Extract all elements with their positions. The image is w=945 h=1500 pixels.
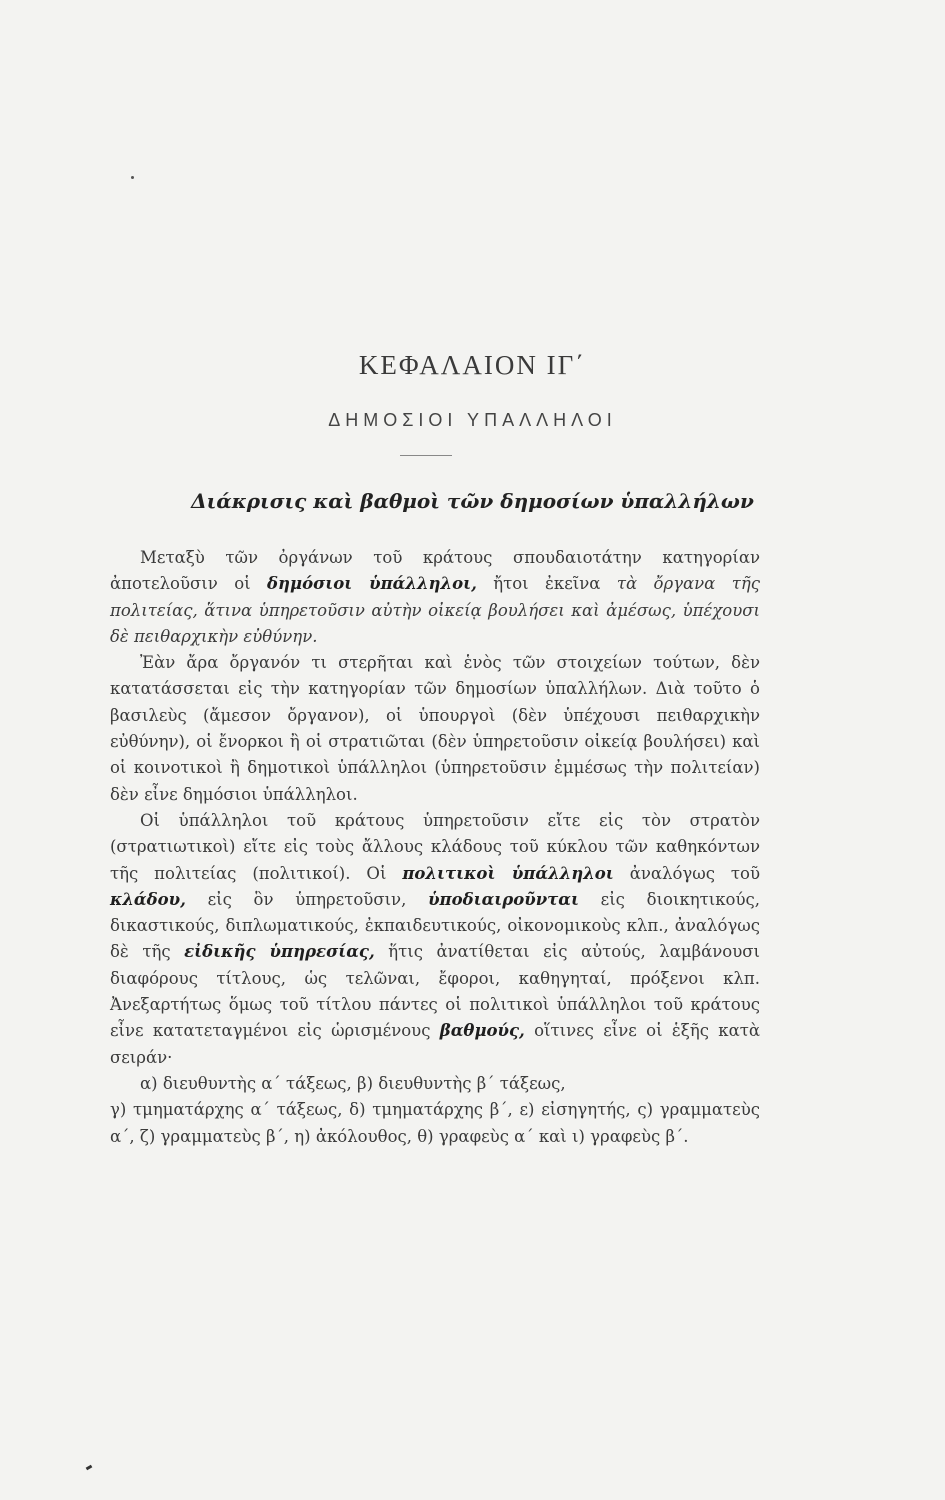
emphasis-term: πολιτικοὶ ὑπάλληλοι — [402, 863, 614, 883]
paragraph-1 — [110, 545, 760, 650]
grades-list — [110, 1071, 760, 1150]
emphasis-term: βαθμούς, — [439, 1021, 525, 1041]
section-heading: Διάκρισις καὶ βαθμοὶ τῶν δημοσίων ὑπαλλήλων — [191, 489, 754, 513]
text-run: οἵτινες εἶνε οἱ ἑξῆς κατὰ σειράν· — [110, 1021, 760, 1067]
text-run: Μεταξὺ τῶν ὀργάνων τοῦ κράτους σπουδαιοτάτην κατηγορίαν ἀποτελοῦσιν οἱ — [110, 548, 760, 594]
emphasis-term: ὑποδιαιροῦνται — [428, 889, 579, 909]
text-run: εἰς ὃν ὑπηρετοῦσιν, — [185, 889, 429, 909]
text-run: ἥτις ἀνατίθεται εἰς αὐτούς, λαμβάνουσι διαφόρους τίτλους, ὡς τελῶναι, ἔφοροι, καθηγηταί, πρόξενοι κλπ. Ἀνεξαρτήτως ὅμως τοῦ τίτλου πάντες οἱ πολιτικοὶ ὑπάλληλοι τοῦ κράτους εἶνε κατατεταγμένοι εἰς ὡρισμένους — [110, 942, 760, 1041]
grades-line-1: α) διευθυντὴς α΄ τάξεως, β) διευθυντὴς β΄ τάξεως, — [140, 1073, 566, 1093]
definition-italic: τὰ ὄργανα τῆς πολιτείας, ἅτινα ὑπηρετοῦσιν αὐτὴν οἰκείᾳ βουλήσει καὶ ἀμέσως, ὑπέχουσι δὲ πειθαρχικὴν εὐθύνην. — [110, 574, 760, 646]
chapter-subtitle: ΔΗΜΟΣΙΟΙ ΥΠΑΛΛΗΛΟΙ — [328, 410, 617, 430]
paragraph-3 — [110, 808, 760, 1071]
emphasis-term: κλάδου, — [110, 889, 186, 909]
ink-mark — [86, 1465, 93, 1471]
body-text — [110, 545, 760, 1150]
text-run: ἀναλόγως τοῦ — [613, 863, 760, 883]
paragraph-2: Ἐὰν ἄρα ὄργανόν τι στερῆται καὶ ἑνὸς τῶν στοιχείων τούτων, δὲν κατατάσσεται εἰς τὴν κατηγορίαν τῶν δημοσίων ὑπαλλήλων. Διὰ τοῦτο ὁ βασιλεὺς (ἄμεσον ὄργανον), οἱ ὑπουργοὶ (δὲν ὑπέχουσι πειθαρχικὴν εὐθύνην), οἱ ἔνορκοι ἢ οἱ στρατιῶται (δὲν ὑπηρετοῦσιν οἰκείᾳ βουλήσει) καὶ οἱ κοινοτικοὶ ἢ δημοτικοὶ ὑπάλληλοι (ὑπηρετοῦσιν ἐμμέσως τὴν πολιτείαν) δὲν εἶνε δημόσιοι ὑπάλληλοι. — [110, 653, 760, 804]
text-run: εἰς διοικητικούς, δικαστικούς, διπλωματικούς, ἐκπαιδευτικούς, οἰκονομικοὺς κλπ., ἀναλόγως δὲ τῆς — [110, 889, 760, 962]
text-run: ἤτοι ἐκεῖνα — [476, 574, 617, 594]
emphasis-term: δημόσιοι ὑπάλληλοι, — [267, 574, 477, 594]
grades-line-2: γ) τμηματάρχης α΄ τάξεως, δ) τμηματάρχης β΄, ε) εἰσηγητής, ς) γραμματεὺς α΄, ζ) γραμματεὺς β΄, η) ἀκόλουθος, θ) γραφεὺς α΄ καὶ ι) γραφεὺς β΄. — [110, 1100, 760, 1146]
text-run: Οἱ ὑπάλληλοι τοῦ κράτους ὑπηρετοῦσιν εἴτε εἰς τὸν στρατὸν (στρατιωτικοὶ) εἴτε εἰς τοὺς ἄλλους κλάδους τοῦ κύκλου τῶν καθηκόντων τῆς πολιτείας (πολιτικοί). Οἱ — [110, 810, 760, 883]
chapter-title: ΚΕΦΑΛΑΙΟΝ ΙΓ΄ — [358, 350, 587, 380]
emphasis-term: εἰδικῆς ὑπηρεσίας, — [184, 942, 375, 962]
speck — [131, 176, 134, 179]
title-divider — [400, 455, 452, 456]
